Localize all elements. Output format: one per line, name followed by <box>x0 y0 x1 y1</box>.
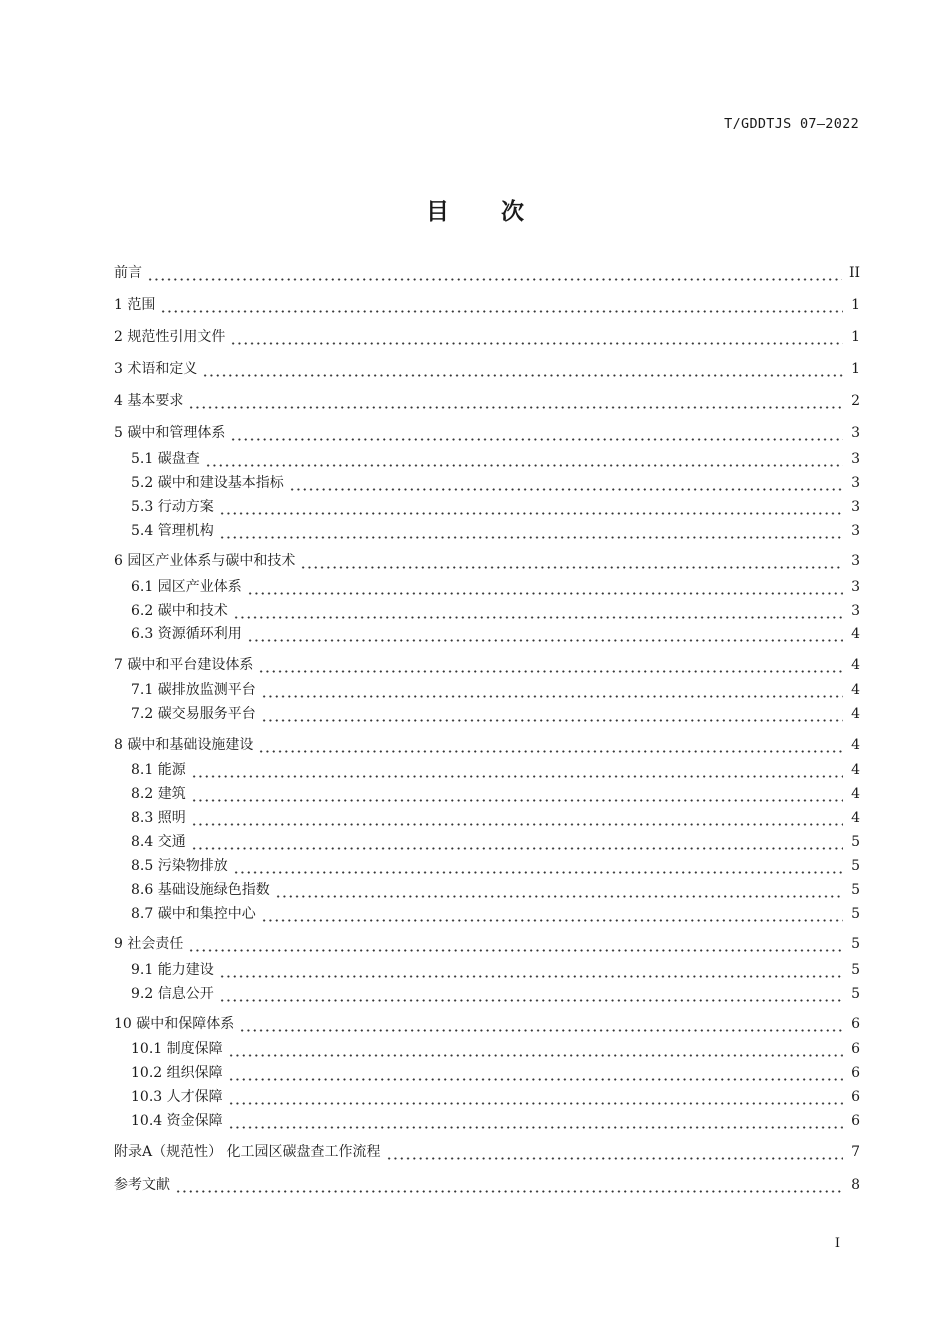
toc-entry-label: 6.2 碳中和技术 <box>131 603 228 619</box>
toc-entry-label: 10.2 组织保障 <box>131 1065 223 1081</box>
toc-entry-page: 3 <box>851 579 860 595</box>
toc-entry-page: 4 <box>851 810 860 826</box>
dot-leader <box>191 832 843 852</box>
page-title: 目次 <box>426 199 576 225</box>
toc-entry-page: 3 <box>851 451 860 467</box>
dot-leader <box>228 1087 843 1107</box>
dot-leader <box>175 1175 843 1195</box>
toc-entry-label: 8.7 碳中和集控中心 <box>131 906 256 922</box>
dot-leader <box>247 624 843 644</box>
toc-entry[interactable] <box>114 295 860 315</box>
toc-entry-label: 8.3 照明 <box>131 810 186 826</box>
toc-entry-page: 4 <box>851 657 860 673</box>
toc-entry-page: 5 <box>851 986 860 1002</box>
toc-entry-page: 8 <box>851 1177 860 1193</box>
dot-leader <box>191 784 843 804</box>
toc-entry-label: 9.2 信息公开 <box>131 986 214 1002</box>
toc-entry[interactable] <box>131 624 860 644</box>
document-code: T/GDDTJS 07—2022 <box>724 116 859 132</box>
toc-entry-page: 5 <box>851 936 860 952</box>
toc-entry-page: 6 <box>851 1041 860 1057</box>
toc-entry-page: 5 <box>851 962 860 978</box>
toc-entry-label: 8.6 基础设施绿色指数 <box>131 882 270 898</box>
toc-entry-label: 10.4 资金保障 <box>131 1113 223 1129</box>
toc-entry[interactable] <box>114 391 860 411</box>
toc-entry[interactable] <box>131 856 860 876</box>
dot-leader <box>188 391 843 411</box>
toc-entry-page: 3 <box>851 603 860 619</box>
toc-entry[interactable] <box>131 1111 860 1131</box>
dot-leader <box>205 449 843 469</box>
toc-entry-page: 6 <box>851 1016 860 1032</box>
toc-entry-label: 6 园区产业体系与碳中和技术 <box>114 553 296 569</box>
toc-entry-label: 10.3 人才保障 <box>131 1089 223 1105</box>
toc-entry-page: 5 <box>851 834 860 850</box>
dot-leader <box>219 960 843 980</box>
toc-entry-label: 8.1 能源 <box>131 762 186 778</box>
toc-entry-page: 3 <box>851 553 860 569</box>
dot-leader <box>228 1039 843 1059</box>
toc-entry-label: 7.2 碳交易服务平台 <box>131 706 256 722</box>
toc-entry[interactable] <box>114 423 860 443</box>
toc-entry[interactable] <box>114 359 860 379</box>
toc-entry-page: 5 <box>851 858 860 874</box>
dot-leader <box>258 735 843 755</box>
toc-entry[interactable] <box>131 784 860 804</box>
toc-entry[interactable] <box>131 577 860 597</box>
dot-leader <box>228 1063 843 1083</box>
toc-entry-page: 4 <box>851 762 860 778</box>
toc-entry[interactable] <box>114 1175 860 1195</box>
toc-entry-page: 4 <box>851 682 860 698</box>
toc-entry[interactable] <box>114 655 860 675</box>
toc-entry-page: 1 <box>851 361 860 377</box>
toc-entry-page: 3 <box>851 523 860 539</box>
toc-entry-page: 5 <box>851 882 860 898</box>
toc-entry[interactable] <box>131 808 860 828</box>
toc-entry-label: 7.1 碳排放监测平台 <box>131 682 256 698</box>
toc-entry-label: 8.5 污染物排放 <box>131 858 228 874</box>
toc-entry-page: 4 <box>851 626 860 642</box>
toc-entry-page: 4 <box>851 706 860 722</box>
toc-entry-label: 9.1 能力建设 <box>131 962 214 978</box>
toc-entry-label: 参考文献 <box>114 1177 170 1193</box>
toc-entry-label: 10.1 制度保障 <box>131 1041 223 1057</box>
dot-leader <box>275 880 843 900</box>
toc-entry-label: 3 术语和定义 <box>114 361 198 377</box>
toc-entry[interactable] <box>131 1087 860 1107</box>
toc-entry-page: 1 <box>851 297 860 313</box>
dot-leader <box>219 497 843 517</box>
dot-leader <box>191 760 843 780</box>
toc-entry-page: 6 <box>851 1089 860 1105</box>
toc-entry-label: 5.3 行动方案 <box>131 499 214 515</box>
dot-leader <box>228 1111 843 1131</box>
toc-entry[interactable] <box>114 735 860 755</box>
toc-entry[interactable] <box>131 904 860 924</box>
toc-entry-label: 5 碳中和管理体系 <box>114 425 226 441</box>
toc-entry-page: 5 <box>851 906 860 922</box>
toc-entry[interactable] <box>131 704 860 724</box>
toc-entry[interactable] <box>131 521 860 541</box>
dot-leader <box>191 808 843 828</box>
dot-leader <box>247 577 843 597</box>
toc-entry-label: 8.4 交通 <box>131 834 186 850</box>
toc-entry-label: 5.2 碳中和建设基本指标 <box>131 475 284 491</box>
dot-leader <box>261 704 843 724</box>
toc-entry-page: 7 <box>851 1144 860 1160</box>
toc-entry-label: 附录A（规范性） 化工园区碳盘查工作流程 <box>114 1144 381 1160</box>
dot-leader <box>300 551 843 571</box>
toc-entry-label: 2 规范性引用文件 <box>114 329 226 345</box>
toc-entry[interactable] <box>114 1142 860 1162</box>
toc-entry[interactable] <box>131 832 860 852</box>
page-number: I <box>834 1236 840 1251</box>
toc-entry-label: 8 碳中和基础设施建设 <box>114 737 254 753</box>
toc-entry-label: 6.3 资源循环利用 <box>131 626 242 642</box>
dot-leader <box>239 1014 843 1034</box>
toc-entry-label: 前言 <box>114 265 142 281</box>
dot-leader <box>261 904 843 924</box>
dot-leader <box>230 327 843 347</box>
toc-entry-label: 9 社会责任 <box>114 936 184 952</box>
dot-leader <box>202 359 843 379</box>
toc-entry[interactable] <box>131 960 860 980</box>
toc-entry-page: 4 <box>851 786 860 802</box>
toc-entry[interactable] <box>131 1063 860 1083</box>
dot-leader <box>160 295 843 315</box>
dot-leader <box>258 655 843 675</box>
toc-entry[interactable] <box>131 680 860 700</box>
toc-entry[interactable] <box>131 601 860 621</box>
dot-leader <box>188 934 843 954</box>
toc-entry-page: 2 <box>851 393 860 409</box>
toc-entry-page: 3 <box>851 499 860 515</box>
toc-entry-page: 1 <box>851 329 860 345</box>
toc-entry-label: 4 基本要求 <box>114 393 184 409</box>
toc-entry[interactable] <box>131 449 860 469</box>
toc-entry[interactable] <box>131 1039 860 1059</box>
toc-entry-label: 10 碳中和保障体系 <box>114 1016 235 1032</box>
toc-entry[interactable] <box>114 327 860 347</box>
toc-entry-label: 6.1 园区产业体系 <box>131 579 242 595</box>
dot-leader <box>147 263 842 283</box>
toc-entry-label: 5.1 碳盘查 <box>131 451 200 467</box>
dot-leader <box>233 856 843 876</box>
toc-entry-page: II <box>848 265 860 281</box>
dot-leader <box>289 473 843 493</box>
toc-entry[interactable] <box>131 984 860 1004</box>
dot-leader <box>233 601 843 621</box>
toc-entry[interactable] <box>114 1014 860 1034</box>
toc-entry-label: 1 范围 <box>114 297 156 313</box>
toc-entry-page: 6 <box>851 1113 860 1129</box>
dot-leader <box>261 680 843 700</box>
toc-entry-label: 8.2 建筑 <box>131 786 186 802</box>
toc-entry-page: 4 <box>851 737 860 753</box>
toc-entry-page: 3 <box>851 475 860 491</box>
dot-leader <box>386 1142 843 1162</box>
dot-leader <box>219 984 843 1004</box>
toc-entry[interactable] <box>114 263 860 283</box>
toc-entry[interactable] <box>131 760 860 780</box>
toc-entry-label: 7 碳中和平台建设体系 <box>114 657 254 673</box>
dot-leader <box>219 521 843 541</box>
toc-entry-page: 6 <box>851 1065 860 1081</box>
toc-entry-label: 5.4 管理机构 <box>131 523 214 539</box>
toc-entry[interactable] <box>131 497 860 517</box>
toc-entry[interactable] <box>131 473 860 493</box>
toc-entry[interactable] <box>114 934 860 954</box>
toc-entry[interactable] <box>114 551 860 571</box>
toc-entry[interactable] <box>131 880 860 900</box>
dot-leader <box>230 423 843 443</box>
toc-entry-page: 3 <box>851 425 860 441</box>
